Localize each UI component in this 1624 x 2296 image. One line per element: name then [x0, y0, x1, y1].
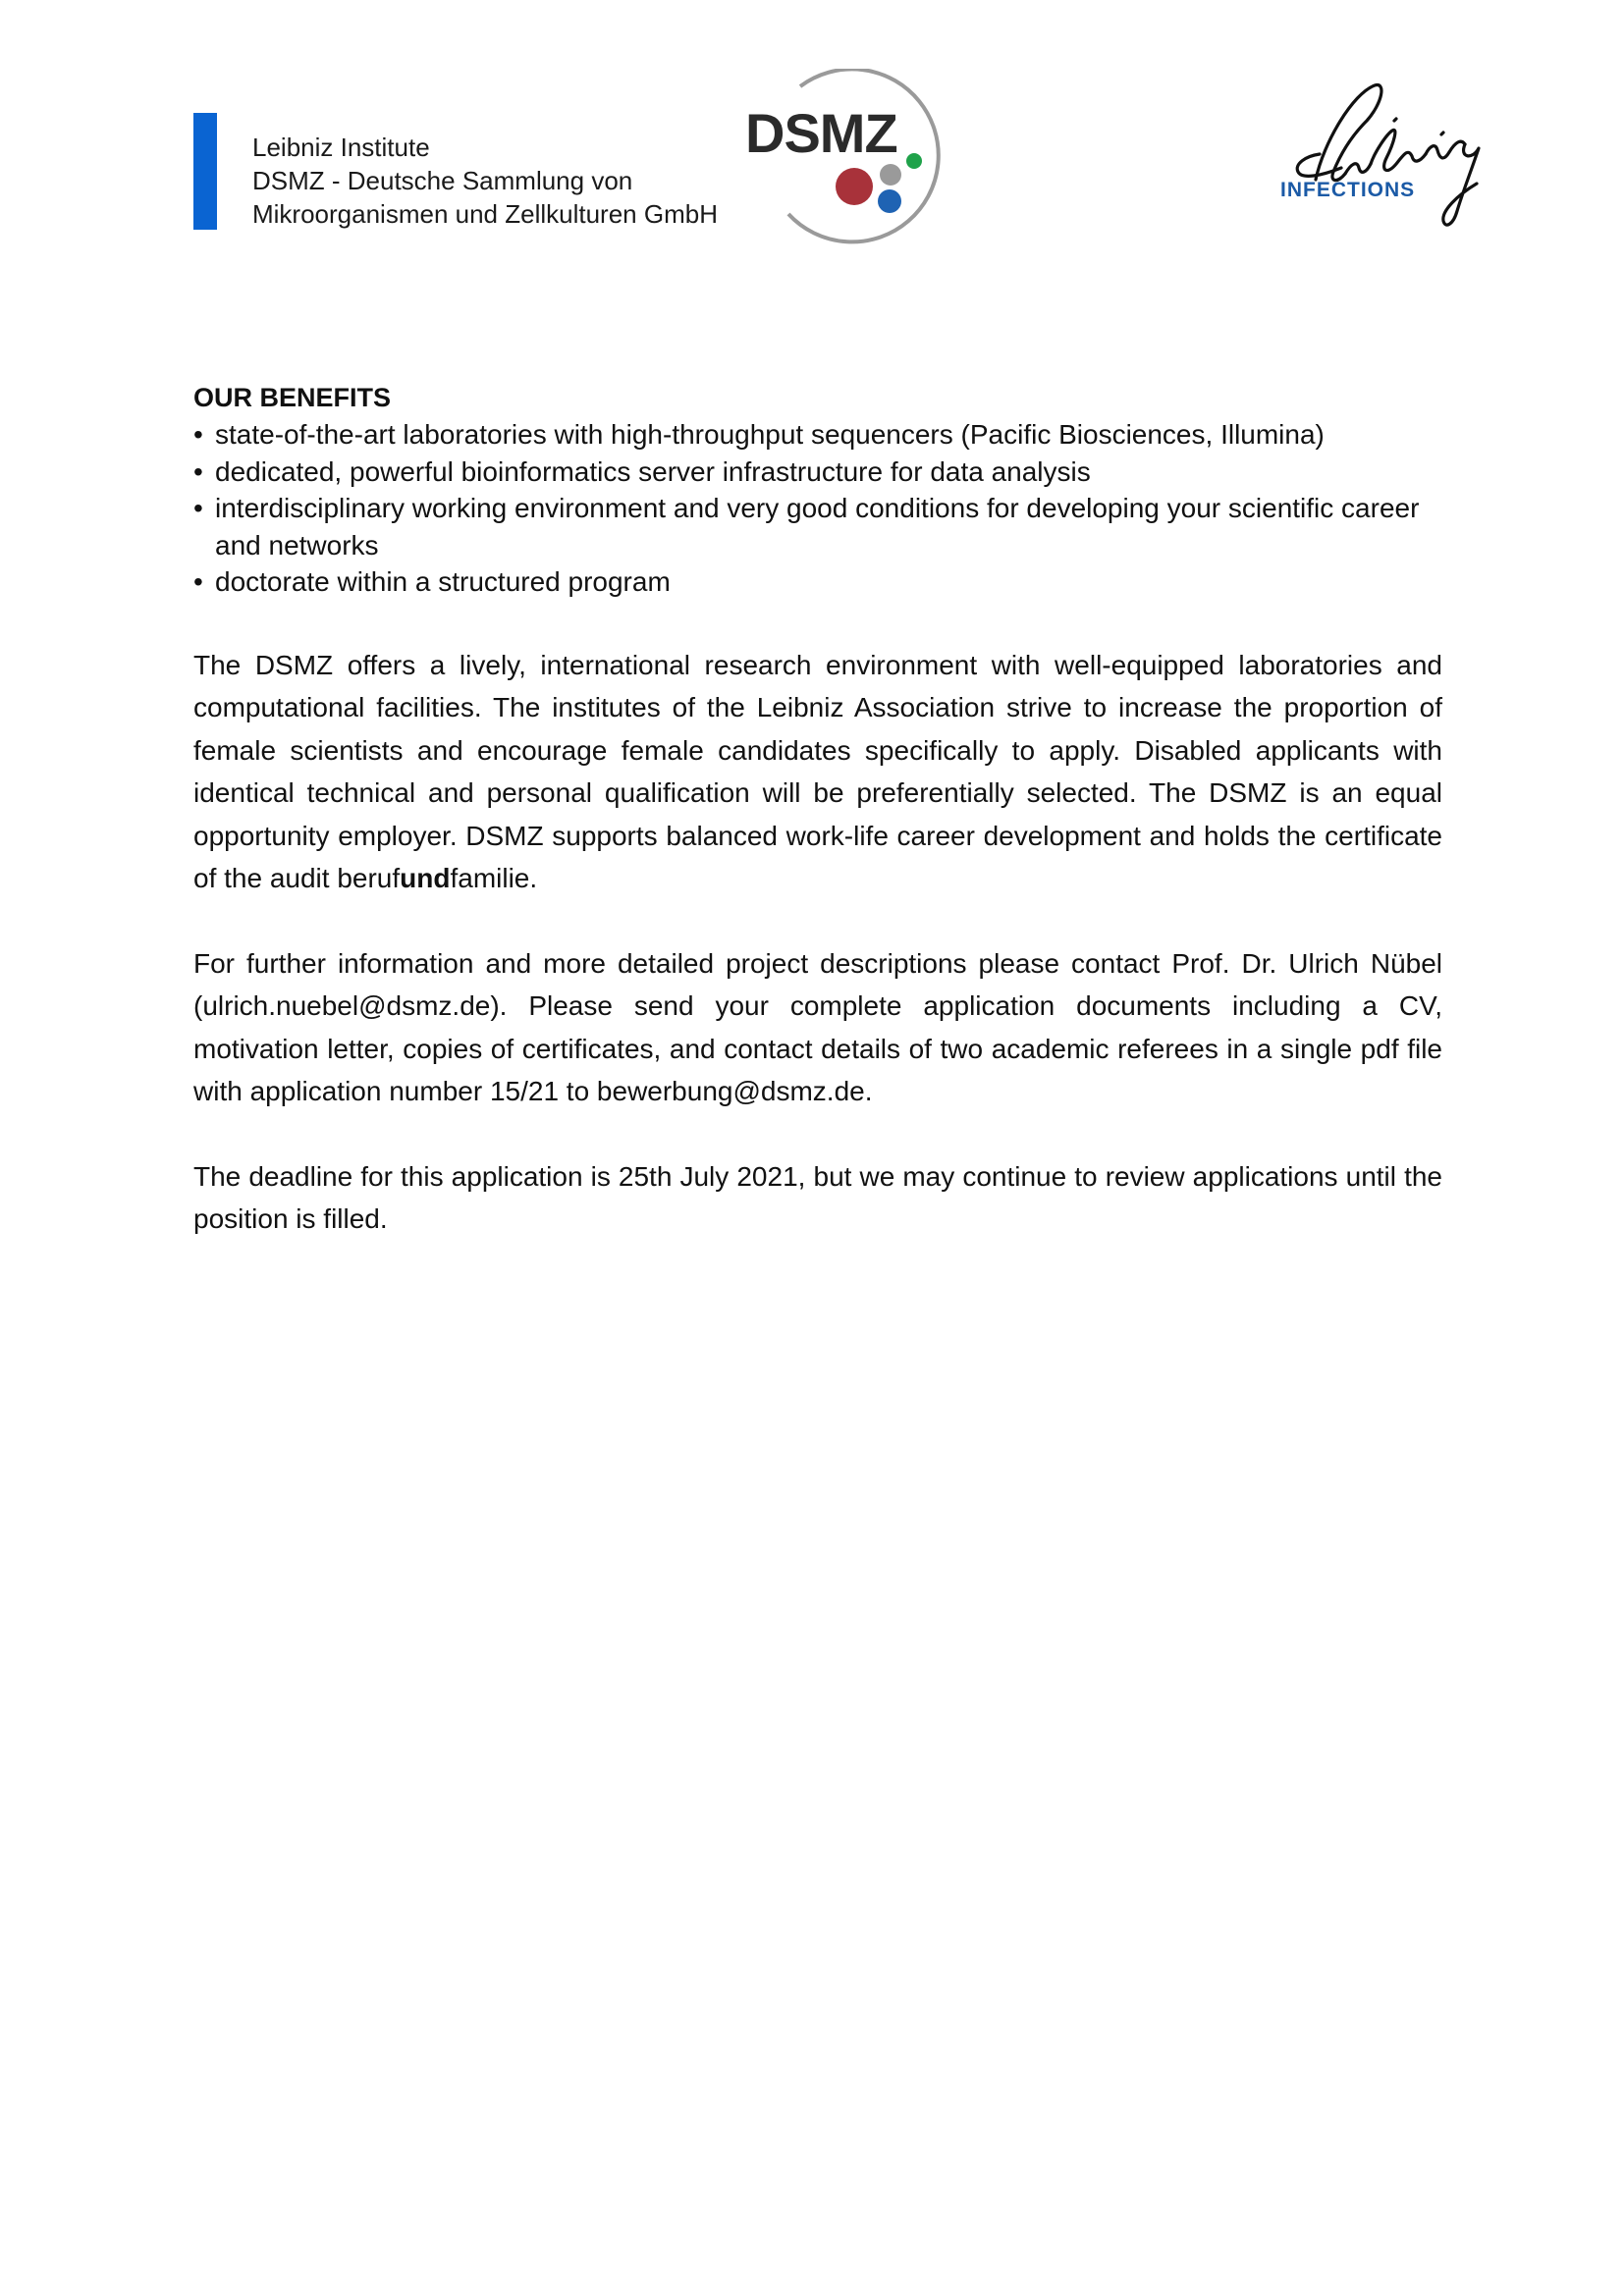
institute-name-block [252, 131, 718, 231]
environment-text: The DSMZ offers a lively, international research environment with well-equipped laboratories and computational facilities. The institutes of the Leibniz Association strive to increase the proportion of female scientists and encourage female candidates specifically to apply. Disabled applicants with identical technical and personal qualification will be preferentially selected. The DSMZ is an equal opportunity employer. DSMZ supports balanced work-life career development and holds the certificate of the audit beruf [193, 649, 1442, 893]
institute-line-3: Mikroorganismen und Zellkulturen GmbH [252, 199, 718, 229]
gray-dot-icon [880, 164, 901, 186]
leibniz-infections-wordmark: INFECTIONS [1280, 179, 1416, 201]
green-dot-icon [906, 153, 922, 169]
header-accent-bar [193, 113, 217, 230]
list-item [193, 416, 1442, 454]
institute-line-2: DSMZ - Deutsche Sammlung von [252, 166, 633, 195]
benefits-heading: OUR BENEFITS [193, 383, 392, 412]
deadline-paragraph: The deadline for this application is 25th July 2021, but we may continue to review applications until the position is filled. [193, 1160, 1442, 1234]
blue-dot-icon [878, 189, 901, 213]
benefit-text: interdisciplinary working environment and very good conditions for developing your scientific career and networks [215, 493, 1420, 561]
contact-paragraph: For further information and more detailed project descriptions please contact Prof. Dr. Ulrich Nübel (ulrich.nuebel@dsmz.de). Please send your complete application documents including a CV, motivation letter, copies of certificates, and contact details of two academic referees in a single pdf file with application number 15/21 to bewerbung@dsmz.de. [193, 947, 1442, 1106]
environment-bold-text: und [400, 863, 451, 893]
document-body [193, 379, 1442, 1241]
dsmz-logo-wordmark: DSMZ [745, 102, 897, 164]
institute-line-1: Leibniz Institute [252, 133, 430, 162]
red-dot-icon [836, 168, 873, 205]
leibniz-signature-icon [1276, 74, 1492, 240]
benefit-text: state-of-the-art laboratories with high-throughput sequencers (Pacific Biosciences, Illumina) [215, 419, 1325, 450]
list-item [193, 454, 1442, 491]
list-item [193, 490, 1442, 563]
bullet-icon: • [193, 419, 203, 450]
environment-text-end: familie. [450, 863, 538, 893]
benefits-list [193, 416, 1442, 601]
leibniz-infections-logo [1276, 74, 1492, 240]
benefit-text: dedicated, powerful bioinformatics server infrastructure for data analysis [215, 455, 1091, 487]
dsmz-logo [741, 69, 967, 245]
bullet-icon: • [193, 455, 203, 487]
benefit-text: doctorate within a structured program [215, 566, 671, 597]
bullet-icon: • [193, 566, 203, 597]
bullet-icon: • [193, 493, 203, 523]
list-item [193, 563, 1442, 601]
environment-paragraph [193, 644, 1442, 900]
